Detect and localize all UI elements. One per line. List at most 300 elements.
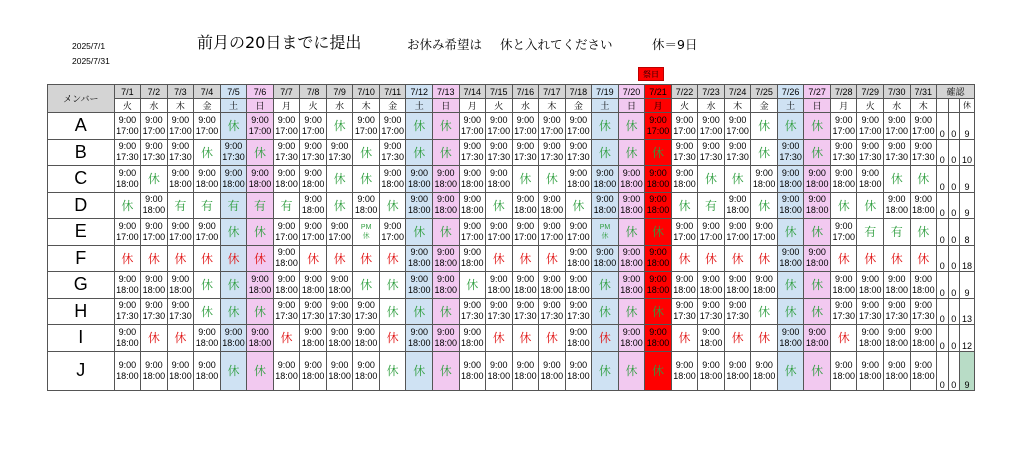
- shift-cell[interactable]: 9:00 18:00: [300, 192, 327, 219]
- shift-cell[interactable]: 9:00 17:30: [698, 139, 725, 166]
- shift-cell[interactable]: 休: [326, 192, 353, 219]
- shift-cell[interactable]: 9:00 18:00: [671, 351, 698, 390]
- shift-cell[interactable]: 休: [645, 139, 672, 166]
- shift-cell[interactable]: 休: [326, 166, 353, 193]
- shift-cell[interactable]: 休: [618, 139, 645, 166]
- shift-cell[interactable]: 休: [539, 166, 566, 193]
- shift-cell[interactable]: 9:00 18:00: [167, 351, 194, 390]
- shift-cell[interactable]: 9:00 17:00: [830, 113, 857, 140]
- shift-cell[interactable]: 休: [459, 272, 486, 299]
- shift-cell[interactable]: 休: [379, 351, 406, 390]
- shift-cell[interactable]: 9:00 18:00: [618, 192, 645, 219]
- shift-cell[interactable]: 9:00 18:00: [857, 325, 884, 352]
- shift-cell[interactable]: PM 休: [353, 219, 380, 246]
- shift-cell[interactable]: 9:00 18:00: [406, 245, 433, 272]
- shift-cell[interactable]: 9:00 17:30: [141, 298, 168, 325]
- shift-cell[interactable]: 9:00 17:00: [167, 219, 194, 246]
- shift-cell[interactable]: 休: [379, 325, 406, 352]
- shift-cell[interactable]: 休: [830, 192, 857, 219]
- shift-cell[interactable]: 9:00 18:00: [353, 351, 380, 390]
- shift-cell[interactable]: 9:00 18:00: [804, 325, 831, 352]
- shift-cell[interactable]: 休: [247, 245, 274, 272]
- shift-cell[interactable]: 休: [671, 192, 698, 219]
- shift-cell[interactable]: 9:00 18:00: [432, 245, 459, 272]
- shift-cell[interactable]: 休: [777, 219, 804, 246]
- shift-cell[interactable]: 9:00 18:00: [114, 272, 141, 299]
- shift-cell[interactable]: 9:00 17:30: [777, 139, 804, 166]
- shift-cell[interactable]: 休: [698, 166, 725, 193]
- shift-cell[interactable]: 休: [194, 245, 221, 272]
- shift-cell[interactable]: 休: [406, 139, 433, 166]
- shift-cell[interactable]: 9:00 17:00: [459, 113, 486, 140]
- shift-cell[interactable]: 9:00 17:30: [300, 298, 327, 325]
- shift-cell[interactable]: 9:00 18:00: [618, 166, 645, 193]
- shift-cell[interactable]: 9:00 18:00: [220, 166, 247, 193]
- shift-cell[interactable]: 9:00 18:00: [539, 272, 566, 299]
- shift-cell[interactable]: 9:00 18:00: [884, 272, 911, 299]
- shift-cell[interactable]: 9:00 17:30: [141, 139, 168, 166]
- shift-cell[interactable]: 9:00 18:00: [857, 166, 884, 193]
- shift-cell[interactable]: 休: [565, 192, 592, 219]
- shift-cell[interactable]: 9:00 18:00: [326, 272, 353, 299]
- shift-cell[interactable]: 休: [618, 113, 645, 140]
- shift-cell[interactable]: 9:00 17:00: [300, 113, 327, 140]
- shift-cell[interactable]: 9:00 18:00: [910, 272, 937, 299]
- shift-cell[interactable]: 9:00 17:30: [830, 298, 857, 325]
- shift-cell[interactable]: 休: [247, 298, 274, 325]
- shift-cell[interactable]: 有: [167, 192, 194, 219]
- shift-cell[interactable]: 9:00 18:00: [592, 166, 619, 193]
- shift-cell[interactable]: 9:00 17:00: [724, 113, 751, 140]
- shift-cell[interactable]: 9:00 18:00: [804, 166, 831, 193]
- shift-cell[interactable]: 9:00 17:30: [565, 139, 592, 166]
- shift-cell[interactable]: 9:00 18:00: [300, 351, 327, 390]
- shift-cell[interactable]: 休: [486, 192, 513, 219]
- shift-cell[interactable]: 9:00 17:00: [326, 219, 353, 246]
- shift-cell[interactable]: 9:00 17:00: [114, 219, 141, 246]
- shift-cell[interactable]: 9:00 18:00: [804, 245, 831, 272]
- shift-cell[interactable]: 休: [512, 166, 539, 193]
- shift-cell[interactable]: 9:00 18:00: [379, 166, 406, 193]
- shift-cell[interactable]: 9:00 18:00: [830, 272, 857, 299]
- shift-cell[interactable]: 休: [432, 298, 459, 325]
- shift-cell[interactable]: 9:00 17:00: [167, 113, 194, 140]
- shift-cell[interactable]: 9:00 18:00: [671, 166, 698, 193]
- shift-cell[interactable]: 休: [379, 272, 406, 299]
- shift-cell[interactable]: 休: [220, 245, 247, 272]
- shift-cell[interactable]: 休: [194, 139, 221, 166]
- shift-cell[interactable]: 休: [751, 298, 778, 325]
- shift-cell[interactable]: 9:00 18:00: [512, 192, 539, 219]
- shift-cell[interactable]: 9:00 17:30: [326, 139, 353, 166]
- shift-cell[interactable]: 休: [486, 325, 513, 352]
- shift-cell[interactable]: 休: [910, 166, 937, 193]
- shift-cell[interactable]: 休: [645, 298, 672, 325]
- shift-cell[interactable]: 9:00 18:00: [432, 272, 459, 299]
- shift-cell[interactable]: 9:00 17:00: [379, 113, 406, 140]
- shift-cell[interactable]: 9:00 17:00: [459, 219, 486, 246]
- shift-cell[interactable]: 9:00 18:00: [618, 245, 645, 272]
- shift-cell[interactable]: 9:00 18:00: [910, 351, 937, 390]
- shift-cell[interactable]: 休: [830, 245, 857, 272]
- shift-cell[interactable]: 9:00 17:30: [379, 139, 406, 166]
- shift-cell[interactable]: 9:00 17:30: [114, 298, 141, 325]
- shift-cell[interactable]: 9:00 17:00: [698, 219, 725, 246]
- shift-cell[interactable]: 9:00 18:00: [777, 245, 804, 272]
- shift-cell[interactable]: 休: [220, 272, 247, 299]
- shift-cell[interactable]: 9:00 18:00: [565, 166, 592, 193]
- shift-cell[interactable]: 9:00 17:30: [698, 298, 725, 325]
- shift-cell[interactable]: 9:00 17:00: [698, 113, 725, 140]
- shift-cell[interactable]: 9:00 18:00: [486, 351, 513, 390]
- shift-cell[interactable]: 休: [618, 351, 645, 390]
- shift-cell[interactable]: 9:00 17:00: [379, 219, 406, 246]
- shift-cell[interactable]: 休: [857, 192, 884, 219]
- shift-cell[interactable]: 休: [220, 113, 247, 140]
- shift-cell[interactable]: 9:00 17:30: [512, 298, 539, 325]
- shift-cell[interactable]: 9:00 17:30: [326, 298, 353, 325]
- shift-cell[interactable]: 9:00 18:00: [618, 325, 645, 352]
- shift-cell[interactable]: 9:00 18:00: [220, 325, 247, 352]
- shift-cell[interactable]: 9:00 18:00: [804, 192, 831, 219]
- shift-cell[interactable]: 9:00 18:00: [645, 325, 672, 352]
- shift-cell[interactable]: 休: [539, 325, 566, 352]
- shift-cell[interactable]: 9:00 18:00: [910, 192, 937, 219]
- shift-cell[interactable]: 休: [804, 113, 831, 140]
- shift-cell[interactable]: 9:00 18:00: [565, 325, 592, 352]
- shift-cell[interactable]: 休: [406, 351, 433, 390]
- shift-cell[interactable]: 9:00 18:00: [273, 245, 300, 272]
- shift-cell[interactable]: 9:00 17:00: [141, 113, 168, 140]
- shift-cell[interactable]: 9:00 18:00: [724, 192, 751, 219]
- shift-cell[interactable]: 休: [724, 325, 751, 352]
- shift-cell[interactable]: 休: [777, 113, 804, 140]
- shift-cell[interactable]: 休: [592, 351, 619, 390]
- shift-cell[interactable]: 9:00 18:00: [698, 272, 725, 299]
- shift-cell[interactable]: 9:00 18:00: [486, 272, 513, 299]
- shift-cell[interactable]: 9:00 17:00: [830, 219, 857, 246]
- shift-cell[interactable]: 9:00 18:00: [645, 166, 672, 193]
- shift-cell[interactable]: 休: [804, 351, 831, 390]
- shift-cell[interactable]: 休: [167, 245, 194, 272]
- shift-cell[interactable]: 9:00 18:00: [539, 192, 566, 219]
- shift-cell[interactable]: 9:00 18:00: [830, 351, 857, 390]
- shift-cell[interactable]: 9:00 18:00: [406, 325, 433, 352]
- shift-cell[interactable]: 休: [167, 325, 194, 352]
- shift-cell[interactable]: 休: [512, 325, 539, 352]
- shift-cell[interactable]: 休: [114, 192, 141, 219]
- shift-cell[interactable]: 9:00 17:00: [353, 113, 380, 140]
- shift-cell[interactable]: 有: [220, 192, 247, 219]
- shift-cell[interactable]: 9:00 18:00: [698, 325, 725, 352]
- shift-cell[interactable]: 9:00 17:00: [539, 113, 566, 140]
- shift-cell[interactable]: 休: [220, 351, 247, 390]
- shift-cell[interactable]: 9:00 18:00: [353, 325, 380, 352]
- shift-cell[interactable]: 9:00 18:00: [884, 351, 911, 390]
- shift-cell[interactable]: 休: [751, 245, 778, 272]
- shift-cell[interactable]: 9:00 17:30: [857, 139, 884, 166]
- shift-cell[interactable]: 9:00 18:00: [777, 192, 804, 219]
- shift-cell[interactable]: 休: [645, 219, 672, 246]
- shift-cell[interactable]: 休: [353, 245, 380, 272]
- shift-cell[interactable]: 9:00 17:30: [539, 139, 566, 166]
- shift-cell[interactable]: 9:00 17:00: [645, 113, 672, 140]
- shift-cell[interactable]: 休: [326, 113, 353, 140]
- shift-cell[interactable]: 9:00 18:00: [592, 245, 619, 272]
- shift-cell[interactable]: 9:00 18:00: [114, 166, 141, 193]
- shift-cell[interactable]: 9:00 18:00: [326, 351, 353, 390]
- shift-cell[interactable]: 休: [379, 298, 406, 325]
- shift-cell[interactable]: 9:00 18:00: [724, 351, 751, 390]
- shift-cell[interactable]: 9:00 18:00: [247, 166, 274, 193]
- shift-cell[interactable]: 休: [618, 298, 645, 325]
- shift-cell[interactable]: 休: [432, 139, 459, 166]
- shift-cell[interactable]: 9:00 18:00: [406, 192, 433, 219]
- shift-cell[interactable]: 9:00 18:00: [777, 325, 804, 352]
- shift-cell[interactable]: 休: [910, 245, 937, 272]
- shift-cell[interactable]: 9:00 17:30: [512, 139, 539, 166]
- shift-cell[interactable]: 休: [247, 139, 274, 166]
- shift-cell[interactable]: PM 休: [592, 219, 619, 246]
- shift-cell[interactable]: 9:00 18:00: [141, 192, 168, 219]
- shift-cell[interactable]: 9:00 18:00: [751, 272, 778, 299]
- shift-cell[interactable]: 9:00 18:00: [857, 272, 884, 299]
- shift-cell[interactable]: 9:00 18:00: [432, 325, 459, 352]
- shift-cell[interactable]: 9:00 17:00: [486, 113, 513, 140]
- shift-cell[interactable]: 9:00 17:00: [565, 113, 592, 140]
- shift-cell[interactable]: 9:00 18:00: [910, 325, 937, 352]
- shift-cell[interactable]: 9:00 17:00: [512, 113, 539, 140]
- shift-cell[interactable]: 9:00 17:30: [486, 139, 513, 166]
- shift-cell[interactable]: 9:00 17:30: [353, 298, 380, 325]
- shift-cell[interactable]: 休: [141, 245, 168, 272]
- shift-cell[interactable]: 9:00 18:00: [539, 351, 566, 390]
- shift-cell[interactable]: 9:00 18:00: [353, 192, 380, 219]
- shift-cell[interactable]: 休: [194, 298, 221, 325]
- shift-cell[interactable]: 休: [724, 245, 751, 272]
- shift-cell[interactable]: 9:00 17:30: [830, 139, 857, 166]
- shift-cell[interactable]: 休: [592, 272, 619, 299]
- shift-cell[interactable]: 休: [671, 325, 698, 352]
- shift-cell[interactable]: 休: [724, 166, 751, 193]
- shift-cell[interactable]: 有: [247, 192, 274, 219]
- shift-cell[interactable]: 9:00 17:30: [539, 298, 566, 325]
- shift-cell[interactable]: 9:00 18:00: [432, 192, 459, 219]
- shift-cell[interactable]: 9:00 18:00: [273, 351, 300, 390]
- shift-cell[interactable]: 9:00 17:30: [273, 139, 300, 166]
- shift-cell[interactable]: 休: [300, 245, 327, 272]
- shift-cell[interactable]: 9:00 17:00: [910, 113, 937, 140]
- shift-cell[interactable]: 9:00 17:00: [114, 113, 141, 140]
- shift-cell[interactable]: 9:00 17:00: [273, 113, 300, 140]
- shift-cell[interactable]: 9:00 18:00: [300, 272, 327, 299]
- shift-cell[interactable]: 休: [804, 139, 831, 166]
- shift-cell[interactable]: 休: [830, 325, 857, 352]
- shift-cell[interactable]: 9:00 18:00: [406, 272, 433, 299]
- shift-cell[interactable]: 休: [141, 325, 168, 352]
- shift-cell[interactable]: 休: [247, 351, 274, 390]
- shift-cell[interactable]: 9:00 18:00: [724, 272, 751, 299]
- shift-cell[interactable]: 休: [353, 272, 380, 299]
- shift-cell[interactable]: 9:00 18:00: [565, 351, 592, 390]
- shift-cell[interactable]: 有: [698, 192, 725, 219]
- shift-cell[interactable]: 9:00 18:00: [459, 351, 486, 390]
- shift-cell[interactable]: 休: [857, 245, 884, 272]
- shift-cell[interactable]: 9:00 18:00: [247, 272, 274, 299]
- shift-cell[interactable]: 9:00 17:30: [220, 139, 247, 166]
- shift-cell[interactable]: 9:00 17:00: [486, 219, 513, 246]
- shift-cell[interactable]: 9:00 17:30: [167, 298, 194, 325]
- shift-cell[interactable]: 休: [247, 219, 274, 246]
- shift-cell[interactable]: 9:00 18:00: [167, 272, 194, 299]
- shift-cell[interactable]: 9:00 18:00: [326, 325, 353, 352]
- shift-cell[interactable]: 9:00 18:00: [565, 245, 592, 272]
- shift-cell[interactable]: 9:00 18:00: [167, 166, 194, 193]
- shift-cell[interactable]: 休: [751, 113, 778, 140]
- shift-cell[interactable]: 9:00 18:00: [645, 245, 672, 272]
- shift-cell[interactable]: 休: [353, 166, 380, 193]
- shift-cell[interactable]: 9:00 17:30: [910, 139, 937, 166]
- shift-cell[interactable]: 9:00 18:00: [459, 166, 486, 193]
- shift-cell[interactable]: 9:00 18:00: [671, 272, 698, 299]
- shift-cell[interactable]: 9:00 17:00: [300, 219, 327, 246]
- shift-cell[interactable]: 9:00 18:00: [486, 166, 513, 193]
- shift-cell[interactable]: 休: [406, 298, 433, 325]
- shift-cell[interactable]: 休: [645, 351, 672, 390]
- shift-cell[interactable]: 9:00 18:00: [592, 192, 619, 219]
- shift-cell[interactable]: 休: [804, 219, 831, 246]
- shift-cell[interactable]: 有: [273, 192, 300, 219]
- shift-cell[interactable]: 9:00 18:00: [141, 272, 168, 299]
- shift-cell[interactable]: 9:00 18:00: [618, 272, 645, 299]
- shift-cell[interactable]: 休: [777, 272, 804, 299]
- shift-cell[interactable]: 休: [379, 192, 406, 219]
- shift-cell[interactable]: 休: [910, 219, 937, 246]
- shift-cell[interactable]: 休: [512, 245, 539, 272]
- shift-cell[interactable]: 休: [777, 298, 804, 325]
- shift-cell[interactable]: 休: [592, 113, 619, 140]
- shift-cell[interactable]: 9:00 18:00: [512, 351, 539, 390]
- shift-cell[interactable]: 休: [671, 245, 698, 272]
- shift-cell[interactable]: 9:00 17:00: [884, 113, 911, 140]
- shift-cell[interactable]: 休: [406, 219, 433, 246]
- shift-cell[interactable]: 9:00 18:00: [459, 192, 486, 219]
- shift-cell[interactable]: 休: [353, 139, 380, 166]
- shift-cell[interactable]: 9:00 18:00: [141, 351, 168, 390]
- shift-cell[interactable]: 有: [194, 192, 221, 219]
- shift-cell[interactable]: 9:00 18:00: [300, 325, 327, 352]
- shift-cell[interactable]: 9:00 17:00: [141, 219, 168, 246]
- shift-cell[interactable]: 休: [618, 219, 645, 246]
- shift-cell[interactable]: 9:00 17:00: [724, 219, 751, 246]
- shift-cell[interactable]: 9:00 17:30: [167, 139, 194, 166]
- shift-cell[interactable]: 9:00 18:00: [645, 192, 672, 219]
- shift-cell[interactable]: 9:00 17:00: [247, 113, 274, 140]
- shift-cell[interactable]: 9:00 18:00: [114, 351, 141, 390]
- shift-cell[interactable]: 休: [379, 245, 406, 272]
- shift-cell[interactable]: 休: [432, 219, 459, 246]
- shift-cell[interactable]: 9:00 18:00: [777, 166, 804, 193]
- shift-cell[interactable]: 9:00 17:00: [671, 219, 698, 246]
- shift-cell[interactable]: 9:00 18:00: [884, 192, 911, 219]
- shift-cell[interactable]: 休: [220, 219, 247, 246]
- shift-cell[interactable]: 休: [326, 245, 353, 272]
- shift-cell[interactable]: 休: [220, 298, 247, 325]
- shift-cell[interactable]: 9:00 18:00: [698, 351, 725, 390]
- shift-cell[interactable]: 9:00 18:00: [114, 325, 141, 352]
- shift-cell[interactable]: 9:00 17:30: [724, 298, 751, 325]
- shift-cell[interactable]: 9:00 17:00: [512, 219, 539, 246]
- shift-cell[interactable]: 休: [432, 351, 459, 390]
- shift-cell[interactable]: 休: [539, 245, 566, 272]
- shift-cell[interactable]: 9:00 17:00: [194, 219, 221, 246]
- shift-cell[interactable]: 休: [884, 166, 911, 193]
- shift-cell[interactable]: 9:00 17:00: [857, 113, 884, 140]
- shift-cell[interactable]: 有: [857, 219, 884, 246]
- shift-cell[interactable]: 休: [751, 192, 778, 219]
- shift-cell[interactable]: 9:00 17:30: [671, 139, 698, 166]
- shift-cell[interactable]: 9:00 18:00: [194, 166, 221, 193]
- shift-cell[interactable]: 9:00 18:00: [300, 166, 327, 193]
- shift-cell[interactable]: 9:00 17:00: [539, 219, 566, 246]
- shift-cell[interactable]: 休: [592, 139, 619, 166]
- shift-cell[interactable]: 9:00 18:00: [273, 166, 300, 193]
- shift-cell[interactable]: 9:00 18:00: [459, 325, 486, 352]
- shift-cell[interactable]: 9:00 17:30: [486, 298, 513, 325]
- shift-cell[interactable]: 9:00 17:00: [194, 113, 221, 140]
- shift-cell[interactable]: 9:00 18:00: [432, 166, 459, 193]
- shift-cell[interactable]: 休: [804, 298, 831, 325]
- shift-cell[interactable]: 9:00 17:30: [565, 298, 592, 325]
- shift-cell[interactable]: 9:00 18:00: [512, 272, 539, 299]
- shift-cell[interactable]: 休: [751, 139, 778, 166]
- shift-cell[interactable]: 9:00 18:00: [751, 351, 778, 390]
- shift-cell[interactable]: 9:00 17:30: [884, 139, 911, 166]
- shift-cell[interactable]: 9:00 17:30: [724, 139, 751, 166]
- shift-cell[interactable]: 休: [592, 325, 619, 352]
- shift-cell[interactable]: 9:00 17:00: [671, 113, 698, 140]
- shift-cell[interactable]: 休: [804, 272, 831, 299]
- shift-cell[interactable]: 休: [114, 245, 141, 272]
- shift-cell[interactable]: 9:00 17:30: [114, 139, 141, 166]
- shift-cell[interactable]: 休: [406, 113, 433, 140]
- shift-cell[interactable]: 9:00 18:00: [565, 272, 592, 299]
- shift-cell[interactable]: 休: [141, 166, 168, 193]
- shift-cell[interactable]: 9:00 18:00: [273, 272, 300, 299]
- shift-cell[interactable]: 9:00 17:30: [300, 139, 327, 166]
- shift-cell[interactable]: 有: [884, 219, 911, 246]
- shift-cell[interactable]: 9:00 18:00: [830, 166, 857, 193]
- shift-cell[interactable]: 休: [486, 245, 513, 272]
- shift-cell[interactable]: 休: [432, 113, 459, 140]
- shift-cell[interactable]: 9:00 18:00: [459, 245, 486, 272]
- shift-cell[interactable]: 9:00 18:00: [406, 166, 433, 193]
- shift-cell[interactable]: 9:00 17:00: [751, 219, 778, 246]
- shift-cell[interactable]: 9:00 17:30: [884, 298, 911, 325]
- shift-cell[interactable]: 9:00 18:00: [194, 351, 221, 390]
- shift-cell[interactable]: 9:00 18:00: [194, 325, 221, 352]
- shift-cell[interactable]: 9:00 17:30: [857, 298, 884, 325]
- shift-cell[interactable]: 9:00 17:00: [273, 219, 300, 246]
- shift-cell[interactable]: 9:00 18:00: [645, 272, 672, 299]
- shift-cell[interactable]: 9:00 18:00: [751, 166, 778, 193]
- shift-cell[interactable]: 休: [698, 245, 725, 272]
- shift-cell[interactable]: 休: [751, 325, 778, 352]
- shift-cell[interactable]: 9:00 17:30: [459, 298, 486, 325]
- shift-cell[interactable]: 9:00 18:00: [857, 351, 884, 390]
- shift-cell[interactable]: 9:00 18:00: [247, 325, 274, 352]
- shift-cell[interactable]: 9:00 17:30: [671, 298, 698, 325]
